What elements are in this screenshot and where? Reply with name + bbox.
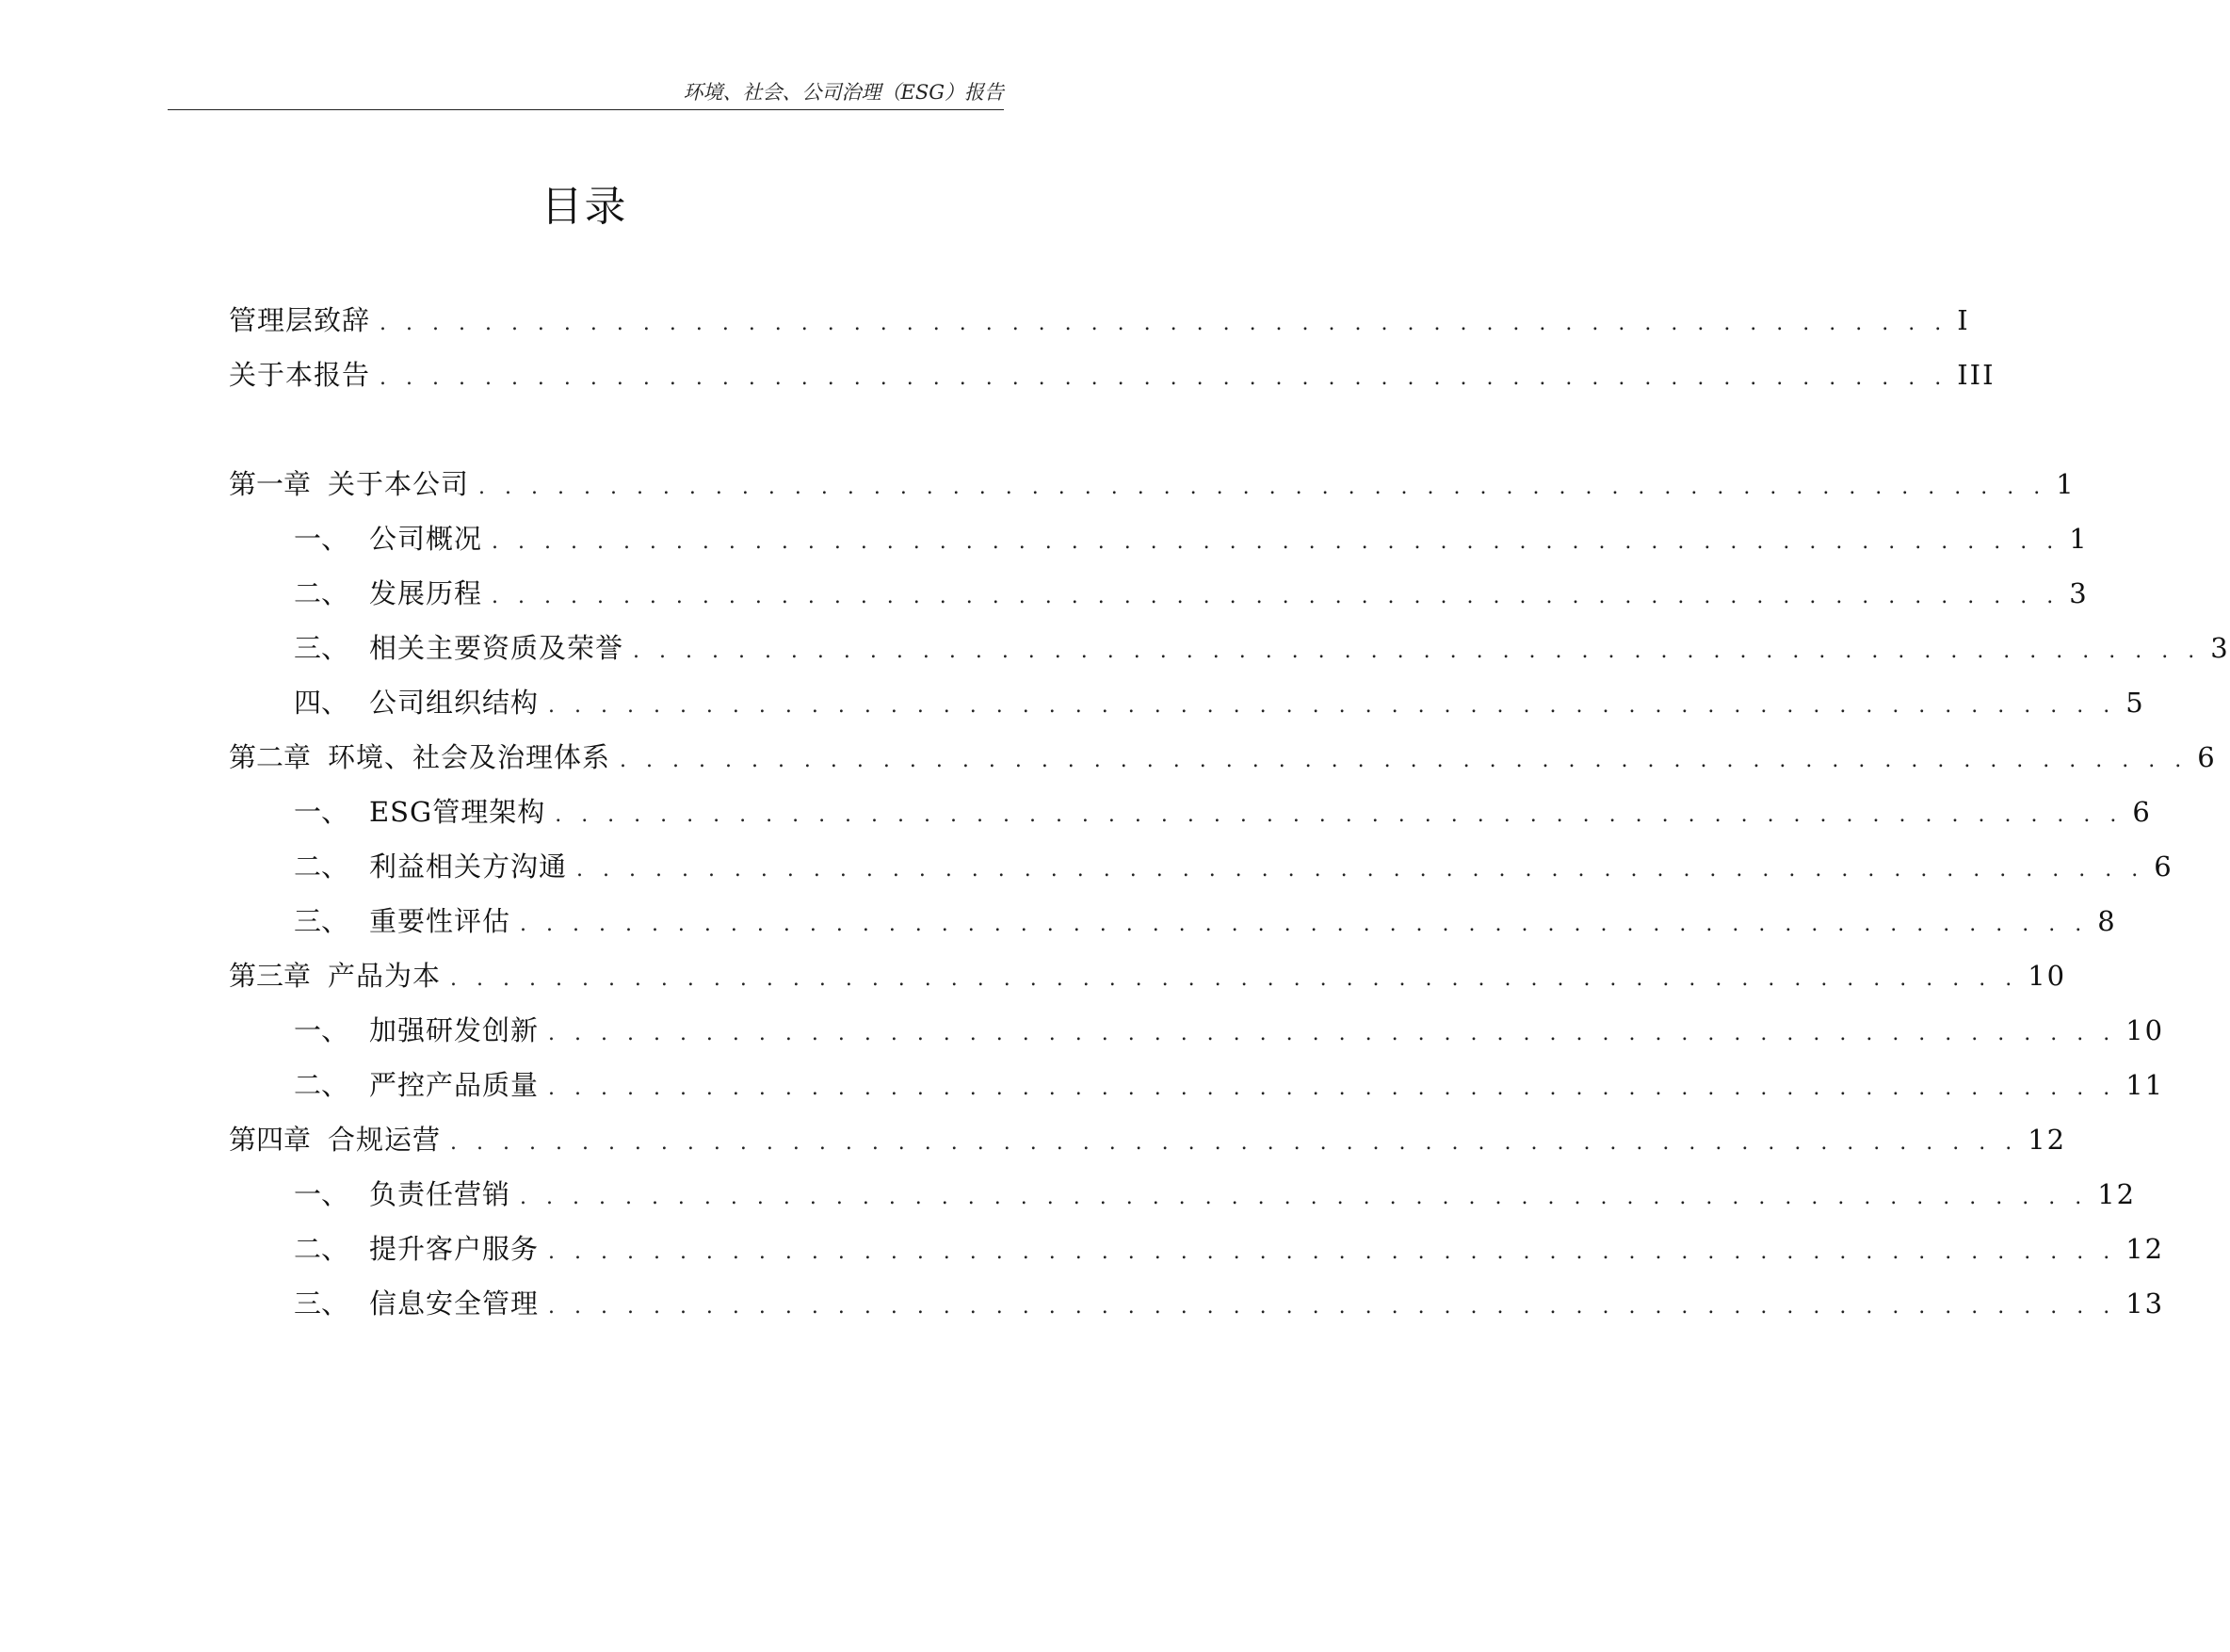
toc-entry-number: 二、 bbox=[294, 577, 349, 609]
toc-entry-label: ESG管理架构 bbox=[369, 796, 546, 828]
toc-entry-page: 6 bbox=[2154, 850, 2173, 883]
toc-entry-number: 一、 bbox=[294, 1178, 349, 1210]
toc-entry-number: 二、 bbox=[294, 1233, 349, 1265]
toc-entry-page: 6 bbox=[2197, 741, 2217, 773]
toc-entry-label: 严控产品质量 bbox=[369, 1069, 540, 1101]
toc-entry[interactable] bbox=[229, 463, 2076, 505]
toc-entry-page: 6 bbox=[2132, 796, 2152, 828]
toc-entry-label: 产品为本 bbox=[328, 960, 442, 992]
toc-entry-label: 环境、社会及治理体系 bbox=[328, 741, 611, 773]
toc-entry-page: 13 bbox=[2125, 1288, 2165, 1320]
toc-entry[interactable] bbox=[294, 1228, 2165, 1270]
toc-dot-leader: . . . . . . . . . . . . . . . . . . . . . . . . . . . . . . . . . . . . . . . . . . . . . . . . . . . . . . . . . . . . bbox=[620, 749, 2189, 772]
toc-entry-page: 12 bbox=[2028, 1124, 2067, 1156]
toc-entry-number: 三、 bbox=[294, 905, 349, 937]
toc-entry-page: 3 bbox=[2069, 577, 2089, 609]
toc-dot-leader: . . . . . . . . . . . . . . . . . . . . . . . . . . . . . . . . . . . . . . . . . . . . . . . . . . . . . . . . . . . . bbox=[492, 530, 2060, 554]
toc-entry[interactable] bbox=[294, 846, 2173, 887]
toc-dot-leader: . . . . . . . . . . . . . . . . . . . . . . . . . . . . . . . . . . . . . . . . . . . . . . . . . . . . . . . . . . . . bbox=[520, 913, 2089, 936]
toc-dot-leader: . . . . . . . . . . . . . . . . . . . . . . . . . . . . . . . . . . . . . . . . . . . . . . . . . . . . . . . . . . . . bbox=[380, 312, 1948, 335]
toc-entry[interactable] bbox=[229, 354, 1996, 396]
running-header: 环境、社会、公司治理（ESG）报告 bbox=[168, 81, 1004, 110]
toc-entry[interactable] bbox=[294, 573, 2089, 614]
toc-dot-leader: . . . . . . . . . . . . . . . . . . . . . . . . . . . . . . . . . . . . . . . . . . . . . . . . . . . . . . . . . . . . bbox=[492, 585, 2060, 608]
toc-entry-label: 关于本公司 bbox=[328, 468, 470, 500]
page-title: 目录 bbox=[541, 183, 628, 231]
toc-entry[interactable] bbox=[229, 955, 2067, 996]
toc-entry[interactable] bbox=[229, 300, 1970, 341]
toc-entry-page: 1 bbox=[2056, 468, 2076, 500]
toc-entry-page: 11 bbox=[2125, 1069, 2165, 1101]
toc-dot-leader: . . . . . . . . . . . . . . . . . . . . . . . . . . . . . . . . . . . . . . . . . . . . . . . . . . . . . . . . . . . . bbox=[548, 1022, 2117, 1045]
toc-entry-page: I bbox=[1957, 304, 1970, 336]
toc-dot-leader: . . . . . . . . . . . . . . . . . . . . . . . . . . . . . . . . . . . . . . . . . . . . . . . . . . . . . . . . . . . . bbox=[548, 1077, 2117, 1100]
toc-entry[interactable] bbox=[294, 682, 2145, 723]
toc-entry-label: 管理层致辞 bbox=[229, 304, 371, 336]
toc-dot-leader: . . . . . . . . . . . . . . . . . . . . . . . . . . . . . . . . . . . . . . . . . . . . . . . . . . . . . . . . . . . . bbox=[548, 1295, 2117, 1319]
toc-entry[interactable] bbox=[229, 737, 2217, 778]
toc-entry[interactable] bbox=[294, 1283, 2165, 1324]
toc-entry-label: 加强研发创新 bbox=[369, 1014, 540, 1046]
toc-dot-leader: . . . . . . . . . . . . . . . . . . . . . . . . . . . . . . . . . . . . . . . . . . . . . . . . . . . . . . . . . . . . bbox=[548, 1240, 2117, 1264]
toc-entry-label: 负责任营销 bbox=[369, 1178, 511, 1210]
toc-entry-number: 三、 bbox=[294, 1288, 349, 1320]
toc-entry-label: 公司组织结构 bbox=[369, 687, 540, 719]
toc-entry-label: 公司概况 bbox=[369, 523, 483, 555]
toc-dot-leader: . . . . . . . . . . . . . . . . . . . . . . . . . . . . . . . . . . . . . . . . . . . . . . . . . . . . . . . . . . . . bbox=[555, 803, 2124, 827]
toc-entry-number: 一、 bbox=[294, 523, 349, 555]
toc-dot-leader: . . . . . . . . . . . . . . . . . . . . . . . . . . . . . . . . . . . . . . . . . . . . . . . . . . . . . . . . . . . . bbox=[450, 1131, 2019, 1155]
toc-dot-leader: . . . . . . . . . . . . . . . . . . . . . . . . . . . . . . . . . . . . . . . . . . . . . . . . . . . . . . . . . . . . bbox=[548, 694, 2117, 718]
toc-entry-number: 第二章 bbox=[229, 741, 312, 773]
toc-entry-page: 8 bbox=[2097, 905, 2117, 937]
toc-entry[interactable] bbox=[294, 1174, 2137, 1215]
toc-entry-number: 第一章 bbox=[229, 468, 312, 500]
toc-entry-label: 利益相关方沟通 bbox=[369, 850, 568, 883]
toc-entry-page: 5 bbox=[2125, 687, 2145, 719]
toc-entry-label: 重要性评估 bbox=[369, 905, 511, 937]
toc-entry-page: 10 bbox=[2125, 1014, 2165, 1046]
toc-entry-number: 四、 bbox=[294, 687, 349, 719]
toc-dot-leader: . . . . . . . . . . . . . . . . . . . . . . . . . . . . . . . . . . . . . . . . . . . . . . . . . . . . . . . . . . . . bbox=[478, 476, 2047, 499]
toc-entry[interactable] bbox=[294, 791, 2152, 833]
toc-dot-leader: . . . . . . . . . . . . . . . . . . . . . . . . . . . . . . . . . . . . . . . . . . . . . . . . . . . . . . . . . . . . bbox=[576, 858, 2145, 882]
toc-dot-leader: . . . . . . . . . . . . . . . . . . . . . . . . . . . . . . . . . . . . . . . . . . . . . . . . . . . . . . . . . . . . bbox=[633, 640, 2202, 663]
toc-entry[interactable] bbox=[229, 1119, 2067, 1160]
toc-dot-leader: . . . . . . . . . . . . . . . . . . . . . . . . . . . . . . . . . . . . . . . . . . . . . . . . . . . . . . . . . . . . bbox=[520, 1186, 2089, 1209]
toc-entry-number: 二、 bbox=[294, 850, 349, 883]
toc-entry-number: 第三章 bbox=[229, 960, 312, 992]
toc-entry[interactable] bbox=[294, 627, 2230, 669]
toc-entry[interactable] bbox=[294, 1010, 2165, 1051]
toc-entry-page: 10 bbox=[2028, 960, 2067, 992]
toc-entry-number: 三、 bbox=[294, 632, 349, 664]
toc-dot-leader: . . . . . . . . . . . . . . . . . . . . . . . . . . . . . . . . . . . . . . . . . . . . . . . . . . . . . . . . . . . . bbox=[380, 366, 1948, 390]
toc-entry-number: 一、 bbox=[294, 1014, 349, 1046]
toc-entry-label: 合规运营 bbox=[328, 1124, 442, 1156]
toc-entry-page: III bbox=[1957, 359, 1996, 391]
toc-entry[interactable] bbox=[294, 1064, 2165, 1106]
toc-entry-label: 关于本报告 bbox=[229, 359, 371, 391]
toc-entry-number: 二、 bbox=[294, 1069, 349, 1101]
toc-entry[interactable] bbox=[294, 900, 2117, 942]
toc-entry-number: 第四章 bbox=[229, 1124, 312, 1156]
toc-entry-label: 提升客户服务 bbox=[369, 1233, 540, 1265]
toc-entry-label: 信息安全管理 bbox=[369, 1288, 540, 1320]
toc-entry-number: 一、 bbox=[294, 796, 349, 828]
toc-dot-leader: . . . . . . . . . . . . . . . . . . . . . . . . . . . . . . . . . . . . . . . . . . . . . . . . . . . . . . . . . . . . bbox=[450, 967, 2019, 991]
toc-entry-page: 12 bbox=[2125, 1233, 2165, 1265]
toc-entry-label: 相关主要资质及荣誉 bbox=[369, 632, 624, 664]
toc-entry-label: 发展历程 bbox=[369, 577, 483, 609]
toc-entry-page: 1 bbox=[2069, 523, 2089, 555]
toc-entry-page: 3 bbox=[2210, 632, 2230, 664]
toc-entry-page: 12 bbox=[2097, 1178, 2137, 1210]
toc-entry[interactable] bbox=[294, 518, 2089, 559]
